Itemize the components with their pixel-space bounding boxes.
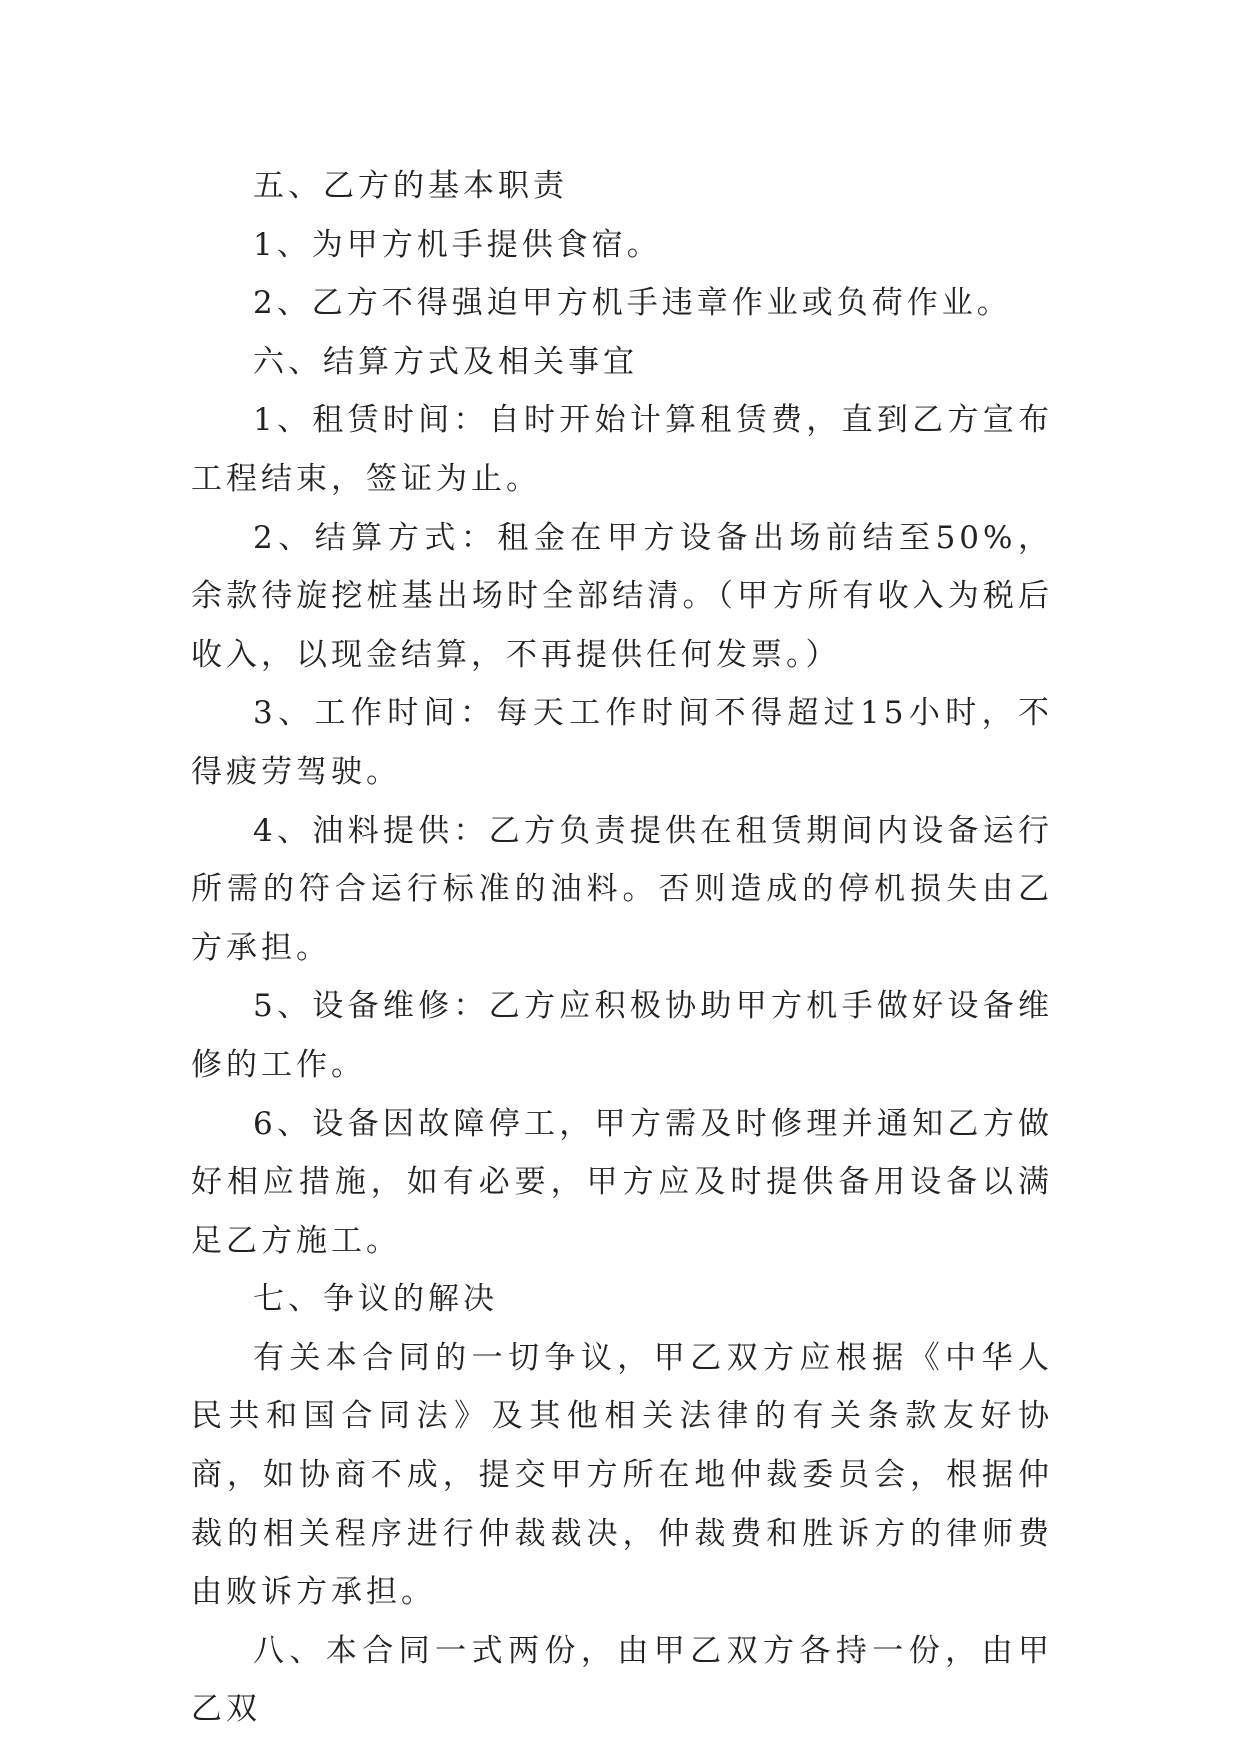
settlement-item-1: 1、租赁时间：自时开始计算租赁费，直到乙方宣布工程结束，签证为止。: [191, 402, 1053, 497]
settlement-item-3: 3、工作时间：每天工作时间不得超过15小时，不得疲劳驾驶。: [191, 695, 1053, 790]
section-heading-settlement: 六、结算方式及相关事宜: [253, 343, 638, 380]
duty-item-2: 2、乙方不得强迫甲方机手违章作业或负荷作业。: [253, 285, 1012, 322]
document-body: [191, 157, 1053, 1739]
copies-paragraph: 八、本合同一式两份，由甲乙双方各持一份，由甲乙双: [191, 1632, 1053, 1728]
settlement-item-4: 4、油料提供：乙方负责提供在租赁期间内设备运行所需的符合运行标准的油料。否则造成的停机损失由乙方承担。: [191, 812, 1053, 966]
duty-item-1: 1、为甲方机手提供食宿。: [253, 226, 662, 263]
settlement-item-6: 6、设备因故障停工，甲方需及时修理并通知乙方做好相应措施，如有必要，甲方应及时提供备用设备以满足乙方施工。: [191, 1105, 1053, 1259]
settlement-item-2: 2、结算方式：租金在甲方设备出场前结至50%，余款待旋挖桩基出场时全部结清。（甲方所有收入为税后收入，以现金结算，不再提供任何发票。）: [191, 519, 1053, 673]
section-heading-disputes: 七、争议的解决: [253, 1281, 498, 1318]
section-heading-duties: 五、乙方的基本职责: [253, 168, 568, 204]
settlement-item-5: 5、设备维修：乙方应积极协助甲方机手做好设备维修的工作。: [191, 988, 1053, 1083]
disputes-paragraph: 有关本合同的一切争议，甲乙双方应根据《中华人民共和国合同法》及其他相关法律的有关条款友好协商，如协商不成，提交甲方所在地仲裁委员会，根据仲裁的相关程序进行仲裁裁决，仲裁费和胜诉方的律师费由败诉方承担。: [191, 1339, 1053, 1611]
